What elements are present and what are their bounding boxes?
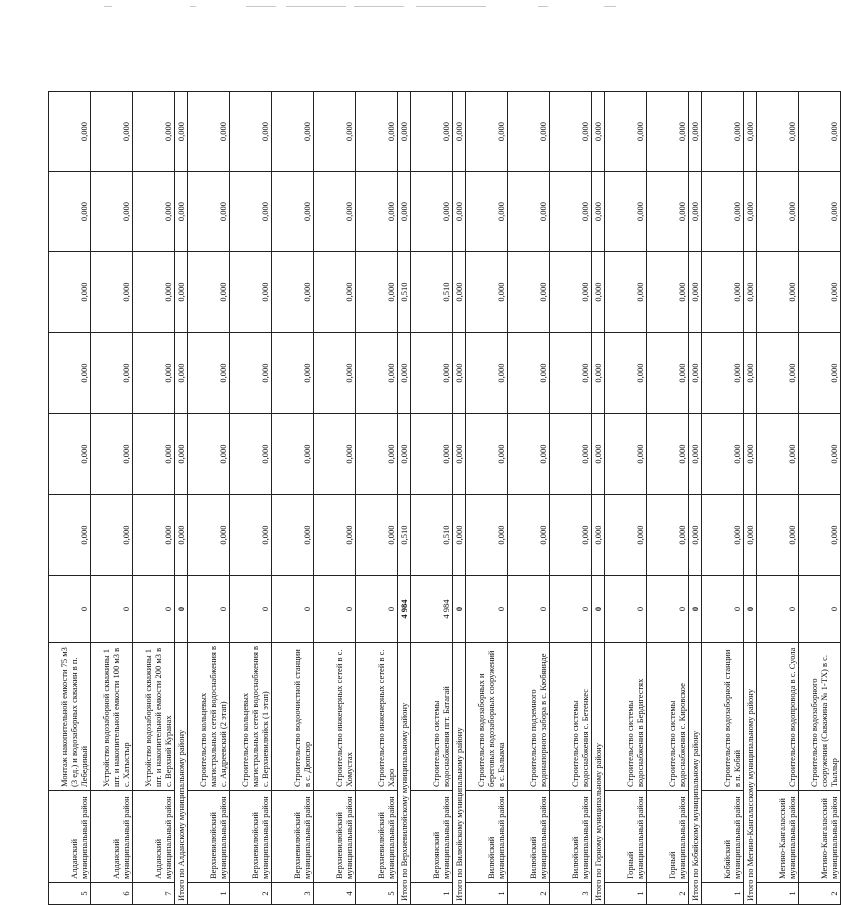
indicator-value: 0,000: [702, 333, 744, 414]
water-supply-table: [48, 91, 841, 905]
indicator-value: 0,000: [799, 172, 841, 252]
capacity-value: 4 984: [411, 576, 453, 643]
indicator-value: 0,000: [175, 495, 188, 576]
project-description: Строительство водозаборных и береговых водозаборных сооружений в с. Балыкча: [466, 643, 508, 791]
project-description: Строительство кольцевых магистральных сетей водоснабжения в с. Андреевский (2 этап): [188, 643, 230, 791]
table-row: [272, 92, 314, 905]
indicator-value: 0,000: [647, 414, 689, 495]
indicator-value: 0,000: [453, 333, 466, 414]
total-label: Итого по Алданскому муниципальному району: [175, 643, 188, 905]
indicator-value: 0,000: [411, 333, 453, 414]
indicator-value: 0,000: [175, 414, 188, 495]
indicator-value: 0,000: [398, 333, 411, 414]
capacity-value: 0: [702, 576, 744, 643]
project-description: Строительство системы водоснабжения с. Бетенкес: [550, 643, 592, 791]
indicator-value: 0,000: [188, 414, 230, 495]
indicator-value: 0,000: [744, 495, 757, 576]
table-row: [757, 92, 799, 905]
table-row: [605, 92, 647, 905]
indicator-value: 0,000: [356, 252, 398, 333]
indicator-value: 0,000: [272, 414, 314, 495]
indicator-value: 0,000: [175, 333, 188, 414]
indicator-value: 0,000: [91, 172, 133, 252]
table-row: [647, 92, 689, 905]
indicator-value: 0,000: [757, 333, 799, 414]
indicator-value: 0,000: [508, 414, 550, 495]
indicator-value: 0,000: [188, 495, 230, 576]
total-label: Итого по Вилюйскому муниципальному району: [453, 643, 466, 905]
row-index: 1: [188, 883, 230, 905]
capacity-value: 0: [466, 576, 508, 643]
indicator-value: 0,000: [356, 172, 398, 252]
indicator-value: 0,000: [230, 172, 272, 252]
table-row: [91, 92, 133, 905]
district-name: Верхоянский муниципальный район: [411, 791, 453, 883]
indicator-value: 0,000: [453, 92, 466, 172]
indicator-value: 0,000: [453, 252, 466, 333]
project-description: Строительство водозаборного сооружения (Скважина № 1-ТХ) в с. Тыллыр: [799, 643, 841, 791]
capacity-value: 0: [799, 576, 841, 643]
district-name: Алданский муниципальный район: [133, 791, 175, 883]
total-label: Итого по Горному муниципальному району: [592, 643, 605, 905]
total-row: [689, 92, 702, 905]
indicator-value: 0,000: [188, 252, 230, 333]
indicator-value: 0,000: [133, 333, 175, 414]
indicator-value: 0,000: [592, 92, 605, 172]
district-name: Алданский муниципальный район: [49, 791, 91, 883]
indicator-value: 0,000: [91, 92, 133, 172]
capacity-value: 0: [605, 576, 647, 643]
project-description: Строительство инженерных сетей в с. Харо: [356, 643, 398, 791]
indicator-value: 0,000: [230, 92, 272, 172]
row-index: 1: [466, 883, 508, 905]
indicator-value: 0,000: [702, 92, 744, 172]
indicator-value: 0,000: [605, 414, 647, 495]
capacity-value: 0: [230, 576, 272, 643]
capacity-value: 0: [314, 576, 356, 643]
indicator-value: 0,000: [605, 252, 647, 333]
table-row: [188, 92, 230, 905]
indicator-value: 0,510: [398, 252, 411, 333]
capacity-value: 0: [356, 576, 398, 643]
district-name: Верхневилюйский муниципальный район: [272, 791, 314, 883]
row-index: 1: [702, 883, 744, 905]
indicator-value: 0,000: [757, 495, 799, 576]
district-name: Вилюйский муниципальный район: [550, 791, 592, 883]
district-name: Мегино-Кангаласский муниципальный район: [757, 791, 799, 883]
indicator-value: 0,000: [91, 333, 133, 414]
indicator-value: 0,000: [689, 414, 702, 495]
indicator-value: 0,000: [175, 92, 188, 172]
indicator-value: 0,000: [411, 172, 453, 252]
indicator-value: 0,000: [411, 92, 453, 172]
table-body: [49, 92, 841, 905]
indicator-value: 0,000: [550, 495, 592, 576]
indicator-value: 0,000: [550, 252, 592, 333]
indicator-value: 0,000: [550, 92, 592, 172]
district-name: Верхневилюйский муниципальный район: [314, 791, 356, 883]
table-row: [49, 92, 91, 905]
project-description: Строительство подземного водонапорного забора в с. Кюбяинде: [508, 643, 550, 791]
total-row: [453, 92, 466, 905]
indicator-value: 0,000: [702, 495, 744, 576]
capacity-value: 0: [550, 576, 592, 643]
indicator-value: 0,000: [757, 92, 799, 172]
row-index: 2: [647, 883, 689, 905]
row-index: 7: [133, 883, 175, 905]
indicator-value: 0,000: [647, 495, 689, 576]
indicator-value: 0,000: [133, 495, 175, 576]
indicator-value: 0,000: [508, 252, 550, 333]
indicator-value: 0,000: [230, 252, 272, 333]
indicator-value: 0,000: [647, 252, 689, 333]
table-row: [356, 92, 398, 905]
district-name: Алданский муниципальный район: [91, 791, 133, 883]
indicator-value: 0,000: [799, 252, 841, 333]
indicator-value: 0,000: [744, 333, 757, 414]
row-index: 5: [49, 883, 91, 905]
capacity-value: 0: [453, 576, 466, 643]
indicator-value: 0,000: [647, 333, 689, 414]
row-index: 3: [550, 883, 592, 905]
indicator-value: 0,000: [49, 414, 91, 495]
indicator-value: 0,000: [49, 92, 91, 172]
district-name: Верхневилюйский муниципальный район: [230, 791, 272, 883]
row-index: 1: [605, 883, 647, 905]
indicator-value: 0,510: [398, 495, 411, 576]
indicator-value: 0,000: [356, 414, 398, 495]
project-description: Устройство водозаборной скважины 1 шт. и накопительной емкости 100 м3 в с. Хатыстыр: [91, 643, 133, 791]
capacity-value: 0: [744, 576, 757, 643]
indicator-value: 0,510: [411, 252, 453, 333]
capacity-value: 0: [188, 576, 230, 643]
indicator-value: 0,000: [411, 414, 453, 495]
row-index: 2: [508, 883, 550, 905]
indicator-value: 0,000: [605, 495, 647, 576]
indicator-value: 0,000: [702, 172, 744, 252]
indicator-value: 0,000: [272, 333, 314, 414]
table-row: [550, 92, 592, 905]
indicator-value: 0,000: [133, 92, 175, 172]
indicator-value: 0,000: [605, 333, 647, 414]
capacity-value: 0: [592, 576, 605, 643]
capacity-value: 0: [689, 576, 702, 643]
indicator-value: 0,000: [133, 414, 175, 495]
row-index: 5: [356, 883, 398, 905]
indicator-value: 0,000: [314, 495, 356, 576]
indicator-value: 0,000: [49, 495, 91, 576]
indicator-value: 0,000: [592, 333, 605, 414]
indicator-value: 0,000: [799, 92, 841, 172]
table-row: [799, 92, 841, 905]
indicator-value: 0,000: [550, 172, 592, 252]
district-name: Кобяйский муниципальный район: [702, 791, 744, 883]
project-description: Устройство водозаборной скважины 1 шт. и накопительной емкости 200 м3 в с. Верхний Куранах: [133, 643, 175, 791]
indicator-value: 0,000: [49, 333, 91, 414]
district-name: Верхневилюйский муниципальный район: [188, 791, 230, 883]
indicator-value: 0,000: [702, 252, 744, 333]
capacity-value: 4 984: [398, 576, 411, 643]
indicator-value: 0,000: [453, 495, 466, 576]
indicator-value: 0,000: [466, 333, 508, 414]
district-name: Мегино-Кангаласский муниципальный район: [799, 791, 841, 883]
indicator-value: 0,000: [466, 172, 508, 252]
indicator-value: 0,000: [175, 252, 188, 333]
indicator-value: 0,000: [230, 414, 272, 495]
indicator-value: 0,510: [411, 495, 453, 576]
total-label: Итого по Верхневилюйскому муниципальному району: [398, 643, 411, 905]
project-description: Строительство водопровода в с. Суола: [757, 643, 799, 791]
row-index: 3: [272, 883, 314, 905]
indicator-value: 0,000: [91, 495, 133, 576]
table-row: [230, 92, 272, 905]
indicator-value: 0,000: [689, 252, 702, 333]
total-row: [398, 92, 411, 905]
indicator-value: 0,000: [49, 252, 91, 333]
indicator-value: 0,000: [592, 252, 605, 333]
project-description: Строительство системы водоснабжения с. Кировское: [647, 643, 689, 791]
indicator-value: 0,000: [466, 252, 508, 333]
indicator-value: 0,000: [592, 414, 605, 495]
project-description: Монтаж накопительной емкости 75 м3 (3 ед.) и водозаборных скважин в п. Лебединый: [49, 643, 91, 791]
row-index: 2: [799, 883, 841, 905]
capacity-value: 0: [508, 576, 550, 643]
indicator-value: 0,000: [757, 252, 799, 333]
indicator-value: 0,000: [188, 172, 230, 252]
total-label: Итого по Мегино-Кангаласскому муниципальному району: [744, 643, 757, 905]
indicator-value: 0,000: [230, 495, 272, 576]
district-name: Вилюйский муниципальный район: [508, 791, 550, 883]
indicator-value: 0,000: [466, 414, 508, 495]
indicator-value: 0,000: [744, 414, 757, 495]
total-row: [175, 92, 188, 905]
indicator-value: 0,000: [647, 172, 689, 252]
indicator-value: 0,000: [592, 495, 605, 576]
indicator-value: 0,000: [689, 333, 702, 414]
table-row: [411, 92, 453, 905]
indicator-value: 0,000: [689, 172, 702, 252]
capacity-value: 0: [175, 576, 188, 643]
indicator-value: 0,000: [550, 333, 592, 414]
indicator-value: 0,000: [272, 252, 314, 333]
document-page: [48, 92, 839, 905]
table-row: [508, 92, 550, 905]
indicator-value: 0,000: [356, 92, 398, 172]
indicator-value: 0,000: [508, 333, 550, 414]
indicator-value: 0,000: [272, 495, 314, 576]
indicator-value: 0,000: [356, 333, 398, 414]
indicator-value: 0,000: [398, 172, 411, 252]
indicator-value: 0,000: [91, 414, 133, 495]
row-index: 4: [314, 883, 356, 905]
indicator-value: 0,000: [744, 172, 757, 252]
total-row: [592, 92, 605, 905]
indicator-value: 0,000: [314, 172, 356, 252]
indicator-value: 0,000: [466, 495, 508, 576]
indicator-value: 0,000: [230, 333, 272, 414]
district-name: Вилюйский муниципальный район: [466, 791, 508, 883]
scan-artifact-top: [0, 0, 640, 14]
capacity-value: 0: [49, 576, 91, 643]
total-row: [744, 92, 757, 905]
indicator-value: 0,000: [314, 333, 356, 414]
table-row: [466, 92, 508, 905]
indicator-value: 0,000: [689, 92, 702, 172]
capacity-value: 0: [133, 576, 175, 643]
rotated-table-wrapper: [48, 92, 839, 905]
indicator-value: 0,000: [398, 92, 411, 172]
indicator-value: 0,000: [508, 495, 550, 576]
indicator-value: 0,000: [356, 495, 398, 576]
project-description: Строительство кольцевых магистральных сетей водоснабжения в с. Верхневилюйск (1 этап): [230, 643, 272, 791]
row-index: 1: [411, 883, 453, 905]
capacity-value: 0: [272, 576, 314, 643]
indicator-value: 0,000: [314, 92, 356, 172]
capacity-value: 0: [91, 576, 133, 643]
table-row: [133, 92, 175, 905]
table-row: [702, 92, 744, 905]
district-name: Горный муниципальный район: [605, 791, 647, 883]
row-index: 1: [757, 883, 799, 905]
project-description: Строительство системы водоснабжения в Бердигестях: [605, 643, 647, 791]
table-row: [314, 92, 356, 905]
indicator-value: 0,000: [799, 495, 841, 576]
indicator-value: 0,000: [744, 92, 757, 172]
indicator-value: 0,000: [757, 414, 799, 495]
indicator-value: 0,000: [466, 92, 508, 172]
district-name: Верхневилюйский муниципальный район: [356, 791, 398, 883]
indicator-value: 0,000: [508, 172, 550, 252]
indicator-value: 0,000: [272, 172, 314, 252]
indicator-value: 0,000: [314, 252, 356, 333]
indicator-value: 0,000: [605, 172, 647, 252]
indicator-value: 0,000: [188, 92, 230, 172]
indicator-value: 0,000: [744, 252, 757, 333]
indicator-value: 0,000: [592, 172, 605, 252]
indicator-value: 0,000: [689, 495, 702, 576]
capacity-value: 0: [757, 576, 799, 643]
total-label: Итого по Кобяйскому муниципальному району: [689, 643, 702, 905]
project-description: Строительство водоочистной станции в с. Дюпсюр: [272, 643, 314, 791]
project-description: Строительство системы водоснабжения пгт. Батагай: [411, 643, 453, 791]
row-index: 6: [91, 883, 133, 905]
row-index: 2: [230, 883, 272, 905]
indicator-value: 0,000: [508, 92, 550, 172]
project-description: Строительство инженерных сетей в с. Хомустах: [314, 643, 356, 791]
indicator-value: 0,000: [702, 414, 744, 495]
indicator-value: 0,000: [605, 92, 647, 172]
indicator-value: 0,000: [453, 414, 466, 495]
indicator-value: 0,000: [398, 414, 411, 495]
indicator-value: 0,000: [49, 172, 91, 252]
indicator-value: 0,000: [647, 92, 689, 172]
project-description: Строительство водозаборной станции в п. Кобяй: [702, 643, 744, 791]
capacity-value: 0: [647, 576, 689, 643]
indicator-value: 0,000: [188, 333, 230, 414]
indicator-value: 0,000: [133, 252, 175, 333]
indicator-value: 0,000: [799, 414, 841, 495]
indicator-value: 0,000: [175, 172, 188, 252]
district-name: Горный муниципальный район: [647, 791, 689, 883]
indicator-value: 0,000: [272, 92, 314, 172]
indicator-value: 0,000: [91, 252, 133, 333]
indicator-value: 0,000: [550, 414, 592, 495]
indicator-value: 0,000: [799, 333, 841, 414]
indicator-value: 0,000: [453, 172, 466, 252]
indicator-value: 0,000: [314, 414, 356, 495]
indicator-value: 0,000: [133, 172, 175, 252]
indicator-value: 0,000: [757, 172, 799, 252]
